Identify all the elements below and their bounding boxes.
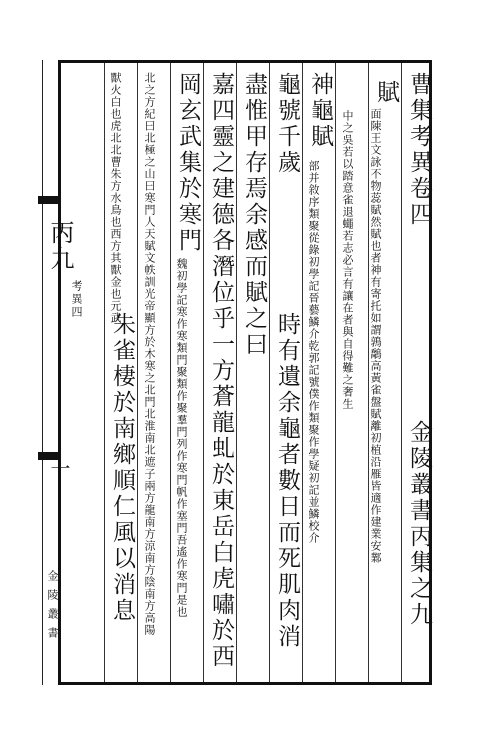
jiahui-text2: 嘉四靈之建德各潛位乎一方蒼龍虬於東岳白虎嘯於西	[208, 72, 234, 670]
jiahui-text: 盡惟甲存焉余感而賦之曰	[241, 72, 267, 358]
column-rule	[104, 63, 105, 682]
gutter-footer: 金陵叢書	[46, 570, 59, 646]
column-rule	[137, 63, 138, 682]
fu-notes-right: 面陳王文詠不物蕊賦然賦也者神有寄托如謂鶉鷮高黃雀盤賦離初植沿雁皆適作建業安鄴	[369, 108, 382, 564]
gutter-volume: 丙九	[46, 220, 74, 272]
series-title: 金陵叢書丙集之九	[406, 420, 432, 628]
section-heading-shengui: 神龜賦	[307, 72, 333, 150]
column-rule	[269, 63, 270, 682]
gutter-line	[42, 60, 43, 685]
jiahui-text3: 岡玄武集於寒門	[175, 72, 201, 254]
gutter-mark: 一	[47, 458, 71, 480]
section-heading-fu: 賦	[373, 80, 399, 106]
column-rule	[203, 63, 204, 682]
jiahui-text4: 朱雀棲於南鄉順仁風以消息	[109, 312, 135, 624]
column-rule	[302, 63, 303, 682]
far-left-notes2: 獸火白也虎北北曹朱方水鳥也西方其獸金也元武	[109, 72, 122, 324]
fu-notes-left: 中之吳若以踏意雀退蠅若志必言有讓在者與自得難之奢生	[341, 110, 354, 410]
page-title: 曹集考異卷四	[406, 72, 432, 228]
fishtail-top	[38, 196, 58, 204]
column-rule	[335, 63, 336, 682]
column-rule	[236, 63, 237, 682]
fu-notes	[369, 108, 382, 564]
shengui-text: 龜號千歲	[274, 72, 300, 176]
far-left-notes: 北之方紀曰北極之山曰寒門人天賦文帙訓光帝顯方於木寒之北門北淮南北遮子兩方龍南方涼南方陰南方高陽	[143, 72, 156, 636]
column-rule	[170, 63, 171, 682]
column-rule	[401, 63, 402, 682]
gutter-sub: 考異四	[70, 280, 83, 319]
shengui-notes: 部并敘序類聚從錄初學記晉藝鱗介乾郭記號僕作類聚作學疑初記並鱗校介	[307, 160, 320, 544]
shengui-cont: 時有遺余龜者數日而死肌肉消	[274, 312, 300, 650]
jiahui-notes3: 魏初學記寒作寒類門聚類作聚羣門列作寒門帆作塞門吾遙作寒門是也	[175, 258, 188, 618]
